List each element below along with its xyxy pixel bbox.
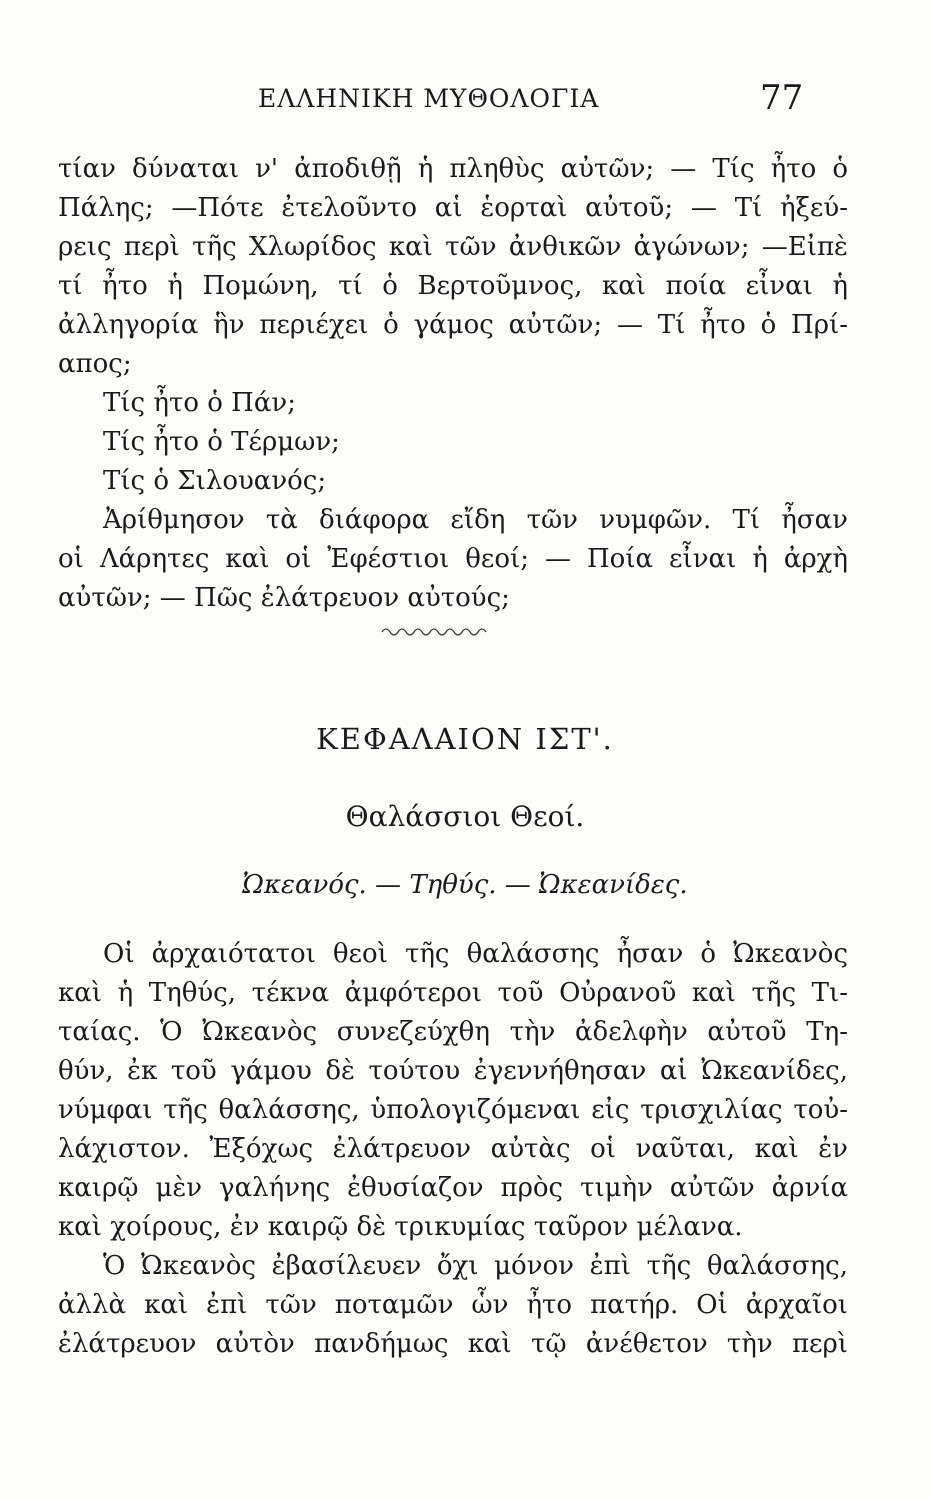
text-line: Ἀρίθμησον τὰ διάφορα εἴδη τῶν νυμφῶν. Τί ἦσαν (103, 505, 848, 535)
text-line: λάχιστον. Ἐξόχως ἐλάτρευον αὐτὰς οἱ ναῦται, καὶ ἐν (58, 1134, 848, 1164)
body-text (58, 935, 848, 1364)
chapter-title: ΚΕΦΑΛΑΙΟΝ ΙΣΤ'. (316, 722, 614, 756)
text-line: τί ἦτο ἡ Πομώνη, τί ὁ Βερτοῦμνος, καὶ ποία εἶναι ἡ (58, 271, 848, 301)
text-line: Τίς ἦτο ὁ Τέρμων; (103, 427, 340, 457)
text-line: τίαν δύναται ν' ἀποδιθῇ ἡ πληθὺς αὐτῶν; — Τίς ἦτο ὁ (58, 154, 848, 184)
text-line: Τίς ὁ Σιλουανός; (103, 466, 327, 496)
text-line: Πάλης; —Πότε ἐτελοῦντο αἱ ἑορταὶ αὐτοῦ; — Τί ἠξεύ- (58, 193, 848, 223)
text-line: καὶ ἡ Τηθύς, τέκνα ἀμφότεροι τοῦ Οὐρανοῦ καὶ τῆς Τι- (58, 978, 848, 1008)
review-questions (58, 150, 848, 618)
text-line: απος; (58, 349, 132, 379)
text-line: ἀλληγορία ἣν περιέχει ὁ γάμος αὐτῶν; — Τί ἦτο ὁ Πρί- (58, 310, 848, 340)
page-number: 77 (760, 78, 804, 118)
text-line: Ὁ Ὠκεανὸς ἐβασίλευεν ὄχι μόνον ἐπὶ τῆς θαλάσσης, (103, 1251, 848, 1281)
running-head (0, 78, 930, 118)
text-line: ἀλλὰ καὶ ἐπὶ τῶν ποταμῶν ὧν ἦτο πατήρ. Οἱ ἀρχαῖοι (58, 1290, 848, 1320)
text-line: ταίας. Ὁ Ὠκεανὸς συνεζεύχθη τὴν ἀδελφὴν αὐτοῦ Τη- (58, 1017, 848, 1047)
text-line: καὶ χοίρους, ἐν καιρῷ δὲ τρικυμίας ταῦρον μέλανα. (58, 1212, 743, 1242)
text-line: θύν, ἐκ τοῦ γάμου δὲ τούτου ἐγεννήθησαν αἱ Ὠκεανίδες, (58, 1056, 848, 1086)
running-title: ΕΛΛΗΝΙΚΗ ΜΥΘΟΛΟΓΙΑ (258, 84, 600, 113)
section-title: Θαλάσσιοι Θεοί. (345, 800, 585, 833)
text-line: νύμφαι τῆς θαλάσσης, ὑπολογιζόμεναι εἰς τρισχιλίας τοὐ- (58, 1095, 848, 1125)
text-line: Οἱ ἀρχαιότατοι θεοὶ τῆς θαλάσσης ἦσαν ὁ Ὠκεανὸς (103, 939, 848, 969)
section-subtitle: Ὠκεανός. — Τηθύς. — Ὠκεανίδες. (242, 870, 688, 900)
text-line: Τίς ἦτο ὁ Πάν; (103, 388, 296, 418)
text-line: καιρῷ μὲν γαλήνης ἐθυσίαζον πρὸς τιμὴν αὐτῶν ἀρνία (58, 1173, 848, 1203)
text-line: οἱ Λάρητες καὶ οἱ Ἐφέστιοι θεοί; — Ποία εἶναι ἡ ἀρχὴ (58, 544, 848, 574)
text-line: ἐλάτρευον αὐτὸν πανδήμως καὶ τῷ ἀνέθετον τὴν περὶ (58, 1329, 848, 1359)
text-line: ρεις περὶ τῆς Χλωρίδος καὶ τῶν ἀνθικῶν ἀγώνων; —Εἰπὲ (58, 232, 848, 262)
text-line: αὐτῶν; — Πῶς ἐλάτρευον αὐτούς; (58, 583, 510, 613)
section-divider-ornament (380, 622, 490, 642)
